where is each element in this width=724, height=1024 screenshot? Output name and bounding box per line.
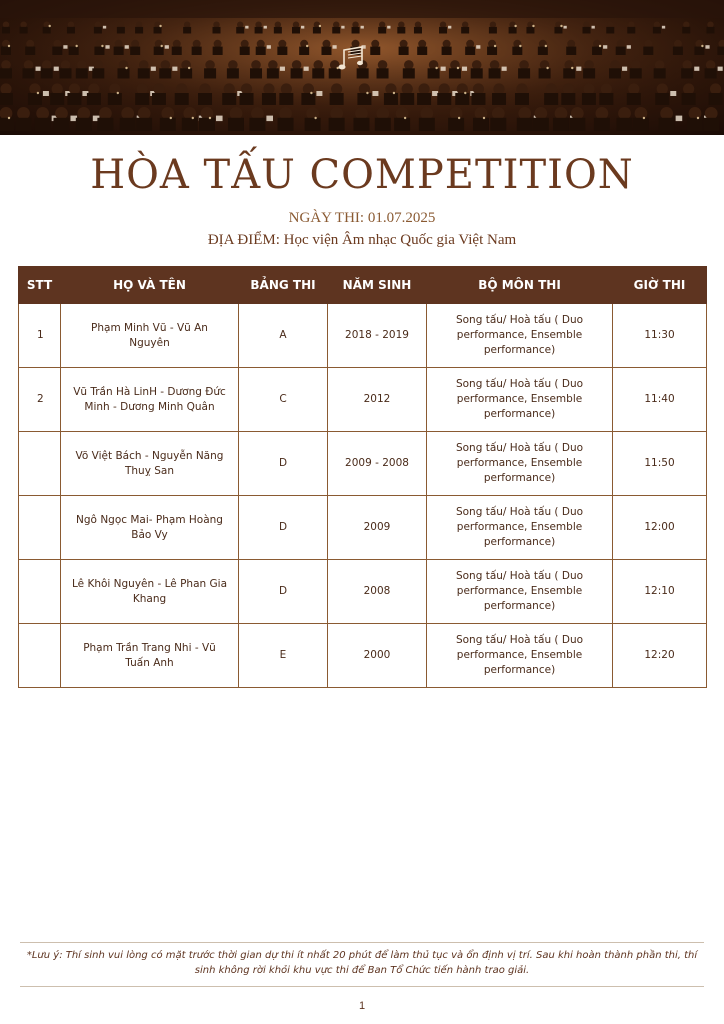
cell-name: Lê Khôi Nguyên - Lê Phan Gia Khang bbox=[61, 560, 239, 624]
exam-date: NGÀY THI: 01.07.2025 bbox=[288, 210, 436, 226]
header-birth-year: NĂM SINH bbox=[328, 267, 427, 304]
cell-subject: Song tấu/ Hoà tấu ( Duo performance, Ensemble performance) bbox=[427, 560, 613, 624]
header-name: HỌ VÀ TÊN bbox=[61, 267, 239, 304]
cell-name: Phạm Minh Vũ - Vũ An Nguyên bbox=[61, 304, 239, 368]
cell-group: A bbox=[239, 304, 328, 368]
page-number: 1 bbox=[358, 1000, 366, 1012]
orchestra-banner bbox=[0, 0, 724, 135]
cell-group: E bbox=[239, 624, 328, 688]
cell-birth-year: 2008 bbox=[328, 560, 427, 624]
cell-time: 11:50 bbox=[613, 432, 707, 496]
header-stt: STT bbox=[19, 267, 61, 304]
cell-subject: Song tấu/ Hoà tấu ( Duo performance, Ensemble performance) bbox=[427, 432, 613, 496]
cell-subject: Song tấu/ Hoà tấu ( Duo performance, Ensemble performance) bbox=[427, 304, 613, 368]
cell-name: Võ Việt Bách - Nguyễn Năng Thuỵ San bbox=[61, 432, 239, 496]
table-row bbox=[19, 432, 707, 496]
note-text: *Lưu ý: Thí sinh vui lòng có mặt trước thời gian dự thi ít nhất 20 phút để làm thủ tục và ổn định vị trí. Sau khi hoàn thành phần thi, thí sinh không rời khỏi khu vực thi để Ban Tổ Chức tiến hành trao giải. bbox=[26, 950, 698, 976]
cell-birth-year: 2000 bbox=[328, 624, 427, 688]
music-note-logo-icon bbox=[338, 46, 368, 74]
cell-group: D bbox=[239, 496, 328, 560]
cell-name: Vũ Trần Hà LinH - Dương Đức Minh - Dương Minh Quân bbox=[61, 368, 239, 432]
venue: ĐỊA ĐIỂM: Học viện Âm nhạc Quốc gia Việt Nam bbox=[207, 232, 517, 248]
cell-stt bbox=[19, 432, 61, 496]
cell-stt bbox=[19, 624, 61, 688]
table-row bbox=[19, 496, 707, 560]
cell-time: 12:20 bbox=[613, 624, 707, 688]
cell-time: 11:30 bbox=[613, 304, 707, 368]
cell-group: D bbox=[239, 560, 328, 624]
cell-birth-year: 2018 - 2019 bbox=[328, 304, 427, 368]
cell-stt bbox=[19, 496, 61, 560]
note-divider-top bbox=[20, 942, 704, 943]
cell-birth-year: 2009 bbox=[328, 496, 427, 560]
cell-birth-year: 2009 - 2008 bbox=[328, 432, 427, 496]
cell-birth-year: 2012 bbox=[328, 368, 427, 432]
cell-stt: 1 bbox=[19, 304, 61, 368]
cell-subject: Song tấu/ Hoà tấu ( Duo performance, Ensemble performance) bbox=[427, 496, 613, 560]
table-row bbox=[19, 624, 707, 688]
cell-group: D bbox=[239, 432, 328, 496]
cell-subject: Song tấu/ Hoà tấu ( Duo performance, Ensemble performance) bbox=[427, 368, 613, 432]
cell-subject: Song tấu/ Hoà tấu ( Duo performance, Ensemble performance) bbox=[427, 624, 613, 688]
cell-stt: 2 bbox=[19, 368, 61, 432]
header-subject: BỘ MÔN THI bbox=[427, 267, 613, 304]
page-title: HÒA TẤU COMPETITION bbox=[90, 152, 634, 198]
table-header-row bbox=[19, 267, 707, 304]
table-row bbox=[19, 368, 707, 432]
note-divider-bottom bbox=[20, 986, 704, 987]
cell-time: 12:10 bbox=[613, 560, 707, 624]
cell-name: Phạm Trần Trang Nhi - Vũ Tuấn Anh bbox=[61, 624, 239, 688]
header-time: GIỜ THI bbox=[613, 267, 707, 304]
schedule-table bbox=[18, 266, 707, 688]
cell-group: C bbox=[239, 368, 328, 432]
cell-time: 12:00 bbox=[613, 496, 707, 560]
cell-time: 11:40 bbox=[613, 368, 707, 432]
cell-stt bbox=[19, 560, 61, 624]
table-row bbox=[19, 304, 707, 368]
header-group: BẢNG THI bbox=[239, 267, 328, 304]
table-row bbox=[19, 560, 707, 624]
cell-name: Ngô Ngọc Mai- Phạm Hoàng Bảo Vy bbox=[61, 496, 239, 560]
